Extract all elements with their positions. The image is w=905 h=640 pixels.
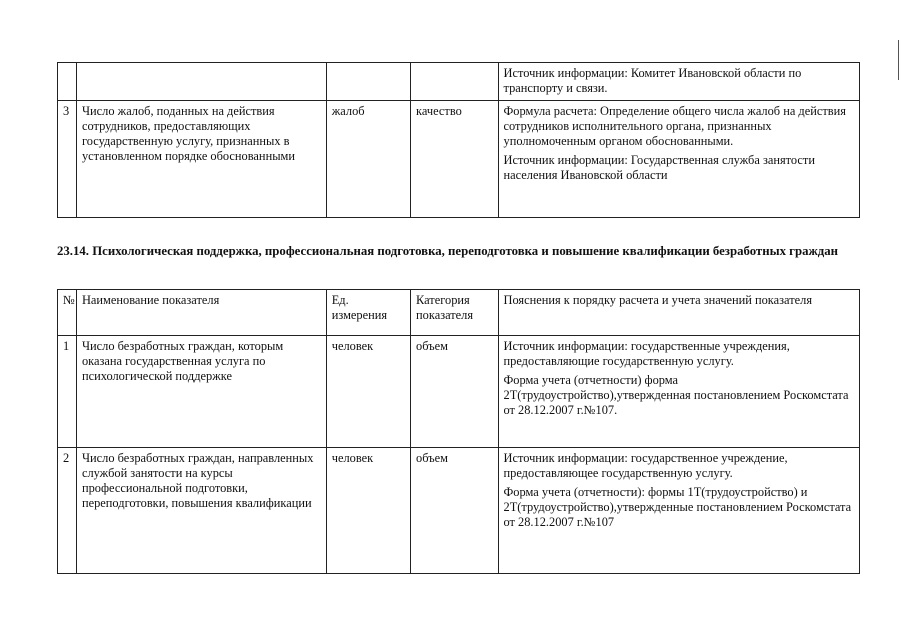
cell-num bbox=[58, 63, 77, 101]
header-notes: Пояснения к порядку расчета и учета значений показателя bbox=[498, 290, 860, 336]
table-row bbox=[58, 448, 860, 574]
cell-name: Число безработных граждан, которым оказана государственная услуга по психологической поддержке bbox=[76, 336, 326, 448]
cell-unit bbox=[326, 63, 410, 101]
page-edge-mark bbox=[898, 40, 899, 80]
source-note: Источник информации: Комитет Ивановской области по транспорту и связи. bbox=[503, 66, 802, 95]
formula-note: Формула расчета: Определение общего числа жалоб на действия сотрудников исполнительного органа, признанных уполномоченным органом обоснованными. bbox=[503, 104, 846, 148]
cell-unit: жалоб bbox=[326, 101, 410, 218]
cell-unit: человек bbox=[326, 448, 410, 574]
cell-num: 3 bbox=[58, 101, 77, 218]
indicators-table-continued bbox=[57, 62, 860, 218]
table-row bbox=[58, 101, 860, 218]
table-row bbox=[58, 336, 860, 448]
cell-notes bbox=[498, 448, 860, 574]
source-note: Источник информации: государственные учреждения, предоставляющие государственную услугу. bbox=[503, 339, 790, 368]
cell-num: 2 bbox=[58, 448, 77, 574]
cell-category: качество bbox=[411, 101, 498, 218]
cell-category bbox=[411, 63, 498, 101]
table-row bbox=[58, 63, 860, 101]
table-header-row bbox=[58, 290, 860, 336]
cell-num: 1 bbox=[58, 336, 77, 448]
cell-name: Число жалоб, поданных на действия сотрудников, предоставляющих государственную услугу, признанных в установленном порядке обоснованными bbox=[76, 101, 326, 218]
header-name: Наименование показателя bbox=[76, 290, 326, 336]
header-category: Категория показателя bbox=[411, 290, 498, 336]
cell-name bbox=[76, 63, 326, 101]
source-note: Источник информации: государственное учреждение, предоставляющее государственную услугу. bbox=[503, 451, 788, 480]
indicators-table bbox=[57, 289, 860, 574]
header-num: № bbox=[58, 290, 77, 336]
cell-notes bbox=[498, 63, 860, 101]
cell-notes bbox=[498, 336, 860, 448]
cell-category: объем bbox=[411, 336, 498, 448]
source-note: Источник информации: Государственная служба занятости населения Ивановской области bbox=[503, 153, 815, 182]
cell-unit: человек bbox=[326, 336, 410, 448]
form-note: Форма учета (отчетности) форма 2Т(трудоустройство),утвержденная постановлением Роскомстата от 28.12.2007 г.№107. bbox=[503, 373, 849, 417]
header-unit: Ед. измерения bbox=[326, 290, 410, 336]
cell-notes bbox=[498, 101, 860, 218]
form-note: Форма учета (отчетности): формы 1Т(трудоустройство) и 2Т(трудоустройство),утвержденные постановлением Роскомстата от 28.12.2007 г.№107 bbox=[503, 485, 852, 529]
section-heading: 23.14. Психологическая поддержка, профессиональная подготовка, переподготовка и повышение квалификации безработных граждан bbox=[57, 244, 839, 258]
cell-category: объем bbox=[411, 448, 498, 574]
cell-name: Число безработных граждан, направленных службой занятости на курсы профессиональной подготовки, переподготовки, повышения квалификации bbox=[76, 448, 326, 574]
